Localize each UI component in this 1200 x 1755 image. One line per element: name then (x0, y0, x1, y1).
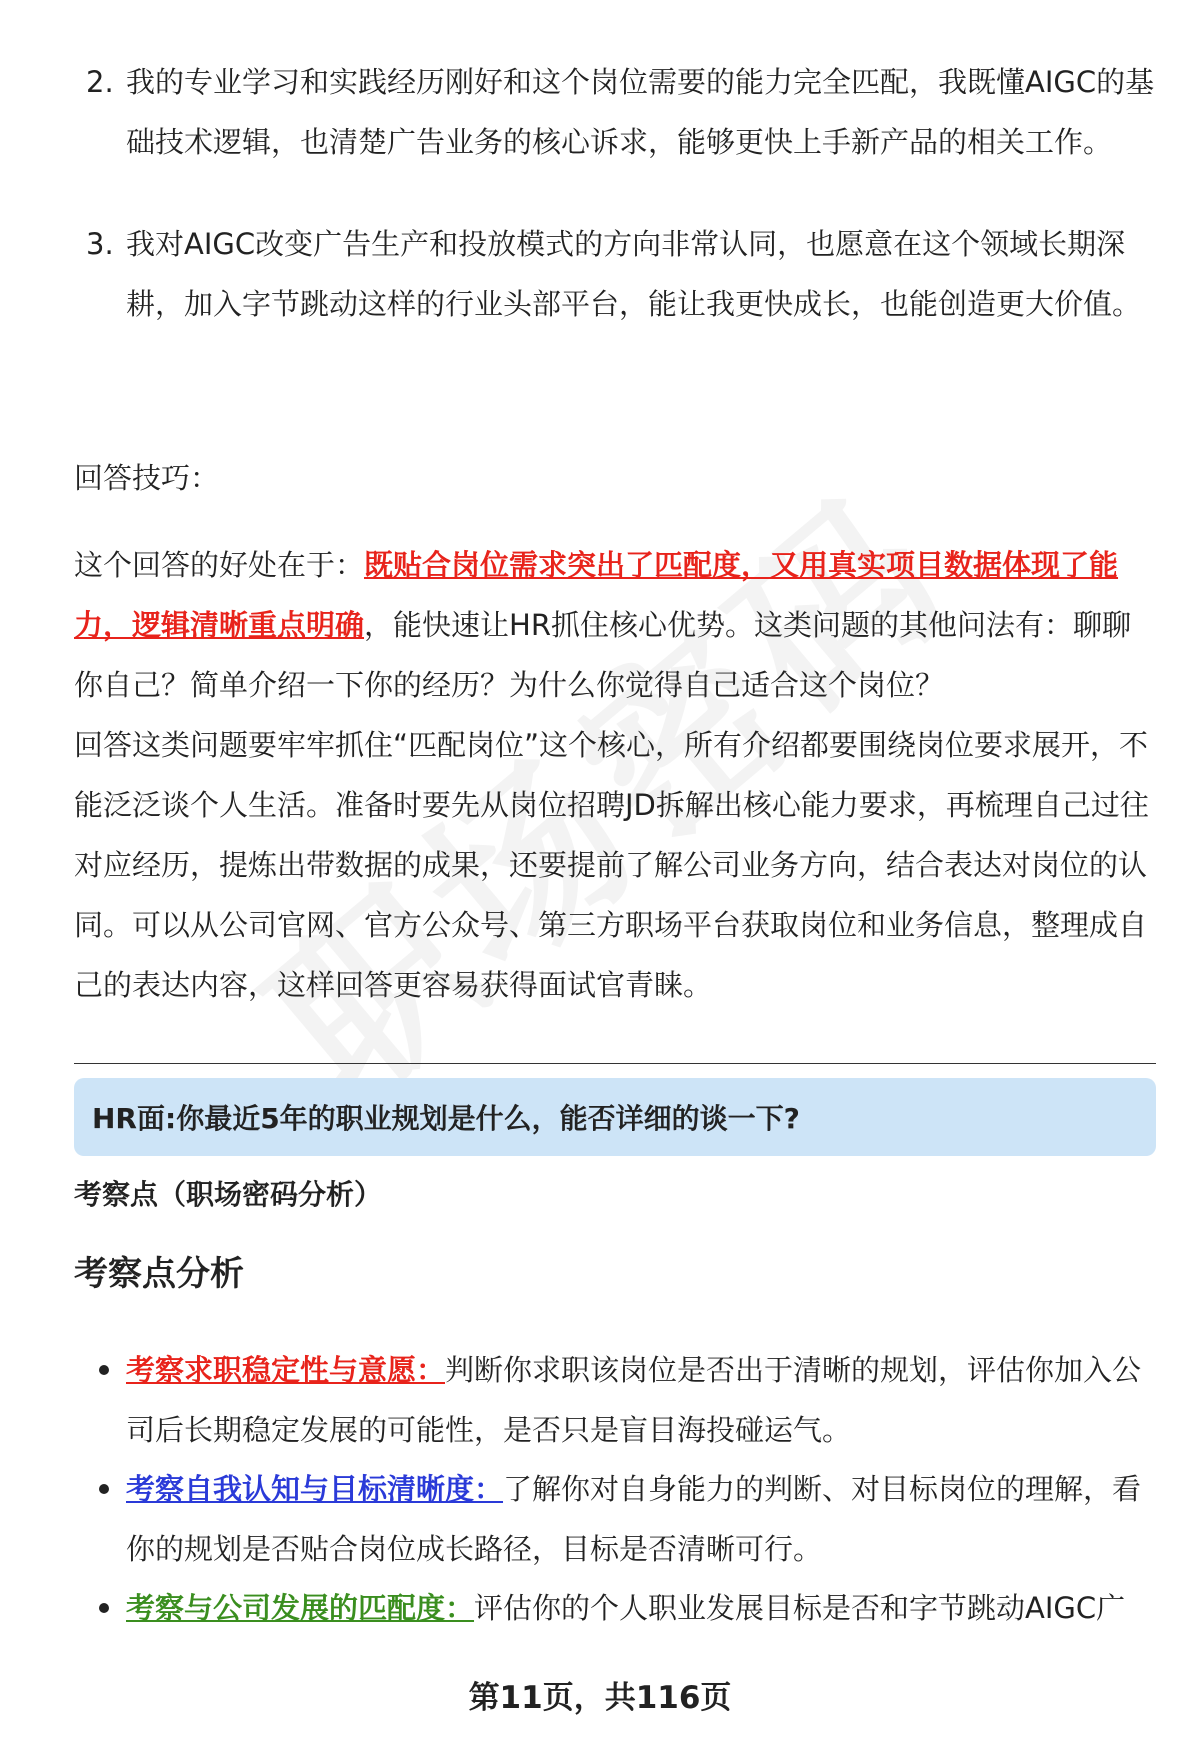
bullet-item (74, 1340, 1164, 1460)
item-text: 我对AIGC改变广告生产和投放模式的方向非常认同，也愿意在这个领域长期深耕，加入字节跳动这样的行业头部平台，能让我更快成长，也能创造更大价值。 (126, 227, 1142, 321)
bullet-dot-icon (99, 1603, 109, 1613)
tips-paragraph-2: 回答这类问题要牢牢抓住“匹配岗位”这个核心，所有介绍都要围绕岗位要求展开，不能泛泛谈个人生活。准备时要先从岗位招聘JD拆解出核心能力要求，再梳理自己过往对应经历，提炼出带数据的成果，还要提前了解公司业务方向，结合表达对岗位的认同。可以从公司官网、官方公众号、第三方职场平台获取岗位和业务信息，整理成自己的表达内容，这样回答更容易获得面试官青睐。 (74, 728, 1149, 1002)
bullet-label: 考察自我认知与目标清晰度： (126, 1472, 504, 1506)
bullet-item (74, 1459, 1164, 1579)
bullet-dot-icon (99, 1484, 109, 1494)
bullet-dot-icon (99, 1365, 109, 1375)
subhead-large: 考察点分析 (74, 1254, 244, 1294)
bullet-text: 评估你的个人职业发展目标是否和字节跳动AIGC广 (474, 1591, 1126, 1625)
question-banner (74, 1078, 1156, 1156)
bullet-label: 考察求职稳定性与意愿： (126, 1353, 446, 1387)
tips-suffix: ，能快速让HR抓住核心优势。这类问题的其他问法有：聊聊你自己？简单介绍一下你的经历？为什么你觉得自己适合这个岗位？ (74, 608, 1131, 702)
bullet-label: 考察与公司发展的匹配度： (126, 1591, 475, 1625)
tips-label: 回答技巧： (74, 461, 220, 495)
numbered-item (74, 214, 1164, 334)
section-divider (74, 1063, 1156, 1064)
item-number: 2. (86, 65, 114, 99)
bullet-text: 判断你求职该岗位是否出于清晰的规划，评估你加入公司后长期稳定发展的可能性，是否只是盲目海投碰运气。 (126, 1353, 1142, 1447)
tips-prefix: 这个回答的好处在于： (74, 548, 365, 582)
tips-highlight: 既贴合岗位需求突出了匹配度，又用真实项目数据体现了能力，逻辑清晰重点明确 (74, 548, 1119, 642)
tips-paragraph-1 (74, 535, 1154, 715)
item-text: 我的专业学习和实践经历刚好和这个岗位需要的能力完全匹配，我既懂AIGC的基础技术逻辑，也清楚广告业务的核心诉求，能够更快上手新产品的相关工作。 (126, 65, 1155, 159)
subhead-small: 考察点（职场密码分析） (74, 1178, 383, 1211)
numbered-item (74, 52, 1164, 172)
bullet-item (74, 1578, 1164, 1638)
bullet-text: 了解你对自身能力的判断、对目标岗位的理解，看你的规划是否贴合岗位成长路径，目标是否清晰可行。 (126, 1472, 1142, 1566)
page-number: 第11页，共116页 (468, 1680, 732, 1716)
question-text: HR面:你最近5年的职业规划是什么，能否详细的谈一下? (92, 1102, 800, 1135)
item-number: 3. (86, 227, 114, 261)
